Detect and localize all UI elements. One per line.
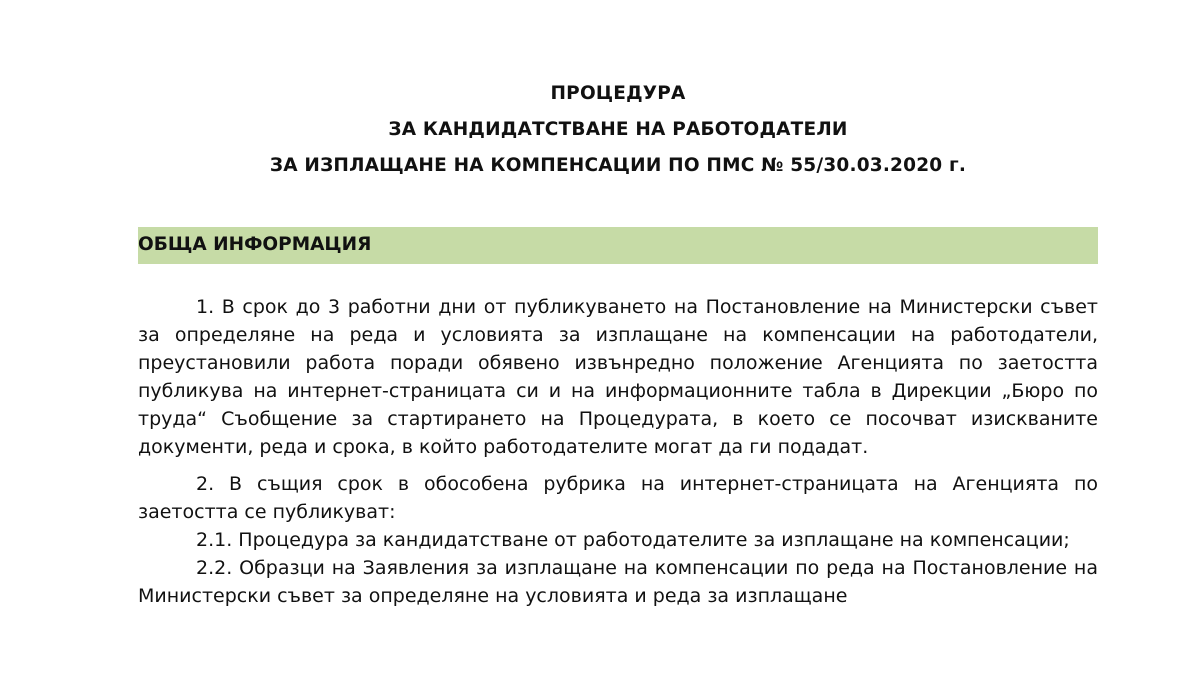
section-heading: ОБЩА ИНФОРМАЦИЯ [138, 234, 372, 255]
title-line-3: ЗА ИЗПЛАЩАНЕ НА КОМПЕНСАЦИИ ПО ПМС № 55/30.03.2020 г. [269, 155, 967, 176]
paragraph-2: 2. В същия срок в обособена рубрика на интернет-страницата на Агенцията по заетостта се публикуват: [138, 473, 1098, 523]
title-line-1: ПРОЦЕДУРА [550, 83, 686, 104]
document-title [0, 76, 1200, 184]
document-body [138, 293, 1098, 610]
subitem-2-2: 2.2. Образци на Заявления за изплащане на компенсации по реда на Постановление на Министерски съвет за определяне на условията и реда за изплащане [138, 557, 1098, 607]
title-line-2: ЗА КАНДИДАТСТВАНЕ НА РАБОТОДАТЕЛИ [388, 119, 848, 140]
paragraph-1: 1. В срок до 3 работни дни от публикуването на Постановление на Министерски съвет за определяне на реда и условията за изплащане на компенсации на работодатели, преустановили работа поради обявено извънредно положение Агенцията по заетостта публикува на интернет-страницата си и на информационните табла в Дирекции „Бюро по труда“ Съобщение за стартирането на Процедурата, в което се посочват изискваните документи, реда и срока, в който работодателите могат да ги подадат. [138, 296, 1098, 458]
section-heading-bar [138, 227, 1098, 264]
subitem-2-1: 2.1. Процедура за кандидатстване от работодателите за изплащане на компенсации; [196, 529, 1070, 551]
